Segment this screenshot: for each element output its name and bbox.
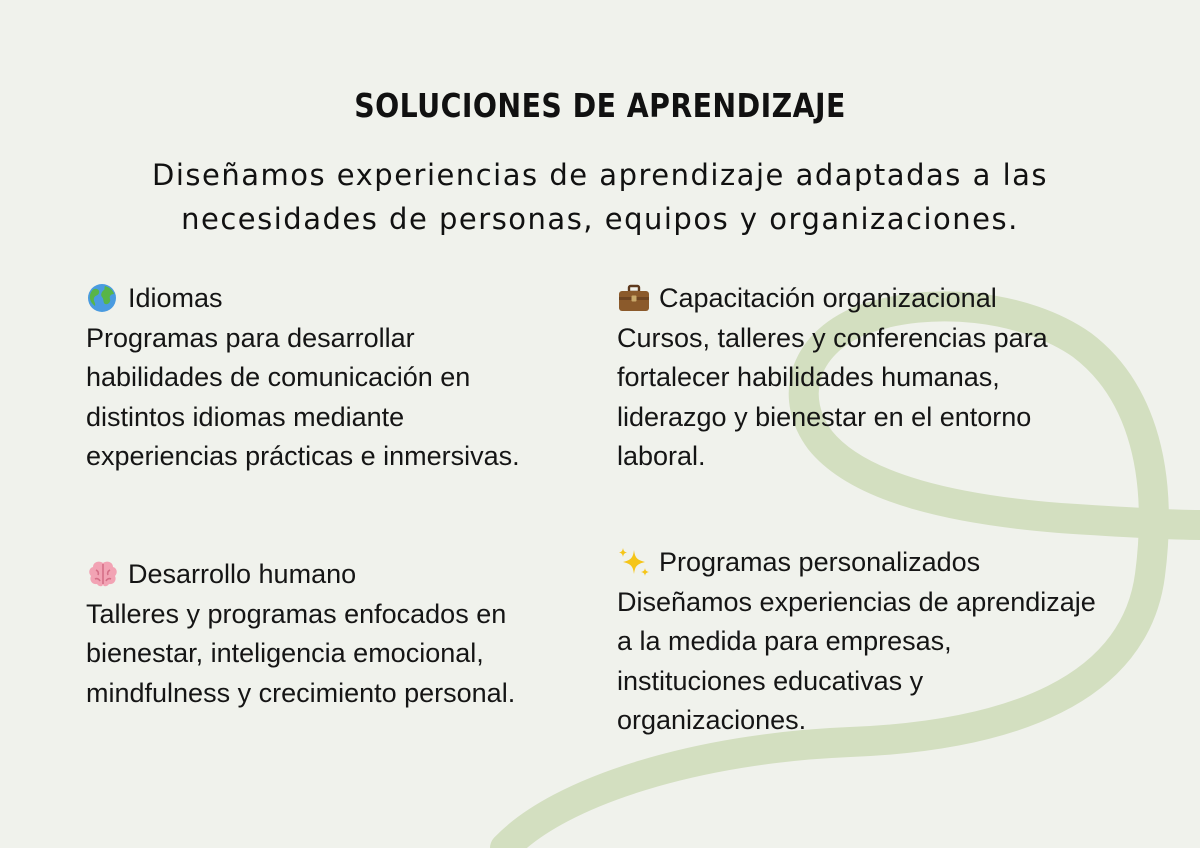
service-programas-personalizados: [617, 543, 1107, 741]
service-idiomas: [86, 279, 546, 477]
service-desarrollo-humano: [86, 555, 566, 713]
service-heading: [86, 555, 566, 595]
globe-icon: [86, 282, 120, 314]
service-description: Diseñamos experiencias de aprendizaje a la medida para empresas, instituciones educativas y organizaciones.: [617, 586, 1096, 735]
service-title: Programas personalizados: [659, 547, 981, 577]
service-heading: [617, 543, 1107, 583]
service-heading: [86, 279, 546, 319]
service-title: Desarrollo humano: [128, 559, 357, 589]
briefcase-icon: [617, 282, 651, 314]
service-title: Idiomas: [128, 283, 223, 313]
service-capacitacion-organizacional: [617, 279, 1087, 477]
brain-icon: [86, 558, 120, 590]
service-description: Cursos, talleres y conferencias para fortalecer habilidades humanas, liderazgo y bienestar en el entorno laboral.: [617, 322, 1048, 471]
service-description: Talleres y programas enfocados en bienestar, inteligencia emocional, mindfulness y crecimiento personal.: [86, 598, 516, 708]
service-title: Capacitación organizacional: [659, 283, 997, 313]
service-description: Programas para desarrollar habilidades de comunicación en distintos idiomas mediante experiencias prácticas e inmersivas.: [86, 322, 520, 471]
sparkles-icon: [617, 546, 651, 578]
page-subtitle: Diseñamos experiencias de aprendizaje adaptadas a las necesidades de personas, equipos y organizaciones.: [151, 158, 1049, 236]
page-title: SOLUCIONES DE APRENDIZAJE: [354, 86, 846, 125]
service-heading: [617, 279, 1087, 319]
